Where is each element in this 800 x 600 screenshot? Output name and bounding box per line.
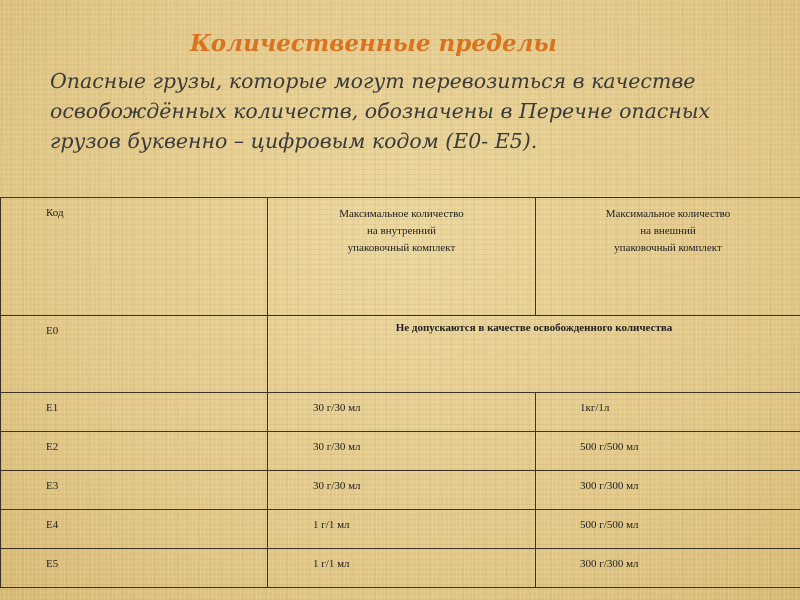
e0-note-cell (268, 316, 800, 393)
code-value: Е2 (46, 441, 59, 453)
code-value: Е3 (46, 480, 59, 492)
code-value: Е1 (46, 402, 59, 414)
slide-title: Количественные пределы (190, 30, 557, 57)
code-value: Е5 (46, 558, 59, 570)
inner-quantity: 1 г/1 мл (313, 558, 350, 570)
header-code-label: Код (46, 207, 64, 219)
table-row (1, 393, 800, 432)
header-outer-line-2: на внешний (640, 225, 696, 237)
intro-paragraph: Опасные грузы, которые могут перевозиться в качестве освобождённых количеств, обозначены в Перечне опасных грузов буквенно – цифровым кодом (Е0- Е5). (50, 69, 711, 153)
header-outer-line-3: упаковочный комплект (614, 242, 722, 254)
outer-quantity: 300 г/300 мл (580, 480, 639, 492)
header-outer-line-1: Максимальное количество (605, 208, 731, 220)
code-value: Е4 (46, 519, 59, 531)
outer-quantity: 300 г/300 мл (580, 558, 639, 570)
inner-quantity: 30 г/30 мл (313, 441, 361, 453)
header-inner-line-2: на внутренний (367, 225, 436, 237)
table-header-row (1, 198, 800, 316)
code-value: Е0 (46, 325, 59, 337)
table-row (1, 510, 800, 549)
header-inner-cell (268, 198, 536, 316)
header-code-cell (1, 198, 268, 316)
code-cell (1, 316, 268, 393)
inner-quantity: 30 г/30 мл (313, 402, 361, 414)
exempted-quantities-table (0, 197, 800, 588)
table-row (1, 549, 800, 588)
outer-quantity: 500 г/500 мл (580, 441, 639, 453)
header-inner-line-1: Максимальное количество (339, 208, 464, 220)
inner-quantity: 30 г/30 мл (313, 480, 361, 492)
outer-quantity: 500 г/500 мл (580, 519, 639, 531)
table-row (1, 471, 800, 510)
header-outer-cell (536, 198, 800, 316)
table-row (1, 432, 800, 471)
outer-quantity: 1кг/1л (580, 402, 610, 414)
e0-note: Не допускаются в качестве освобожденного количества (395, 322, 673, 334)
inner-quantity: 1 г/1 мл (313, 519, 350, 531)
table-row-e0 (1, 316, 800, 393)
header-inner-line-3: упаковочный комплект (347, 242, 456, 254)
